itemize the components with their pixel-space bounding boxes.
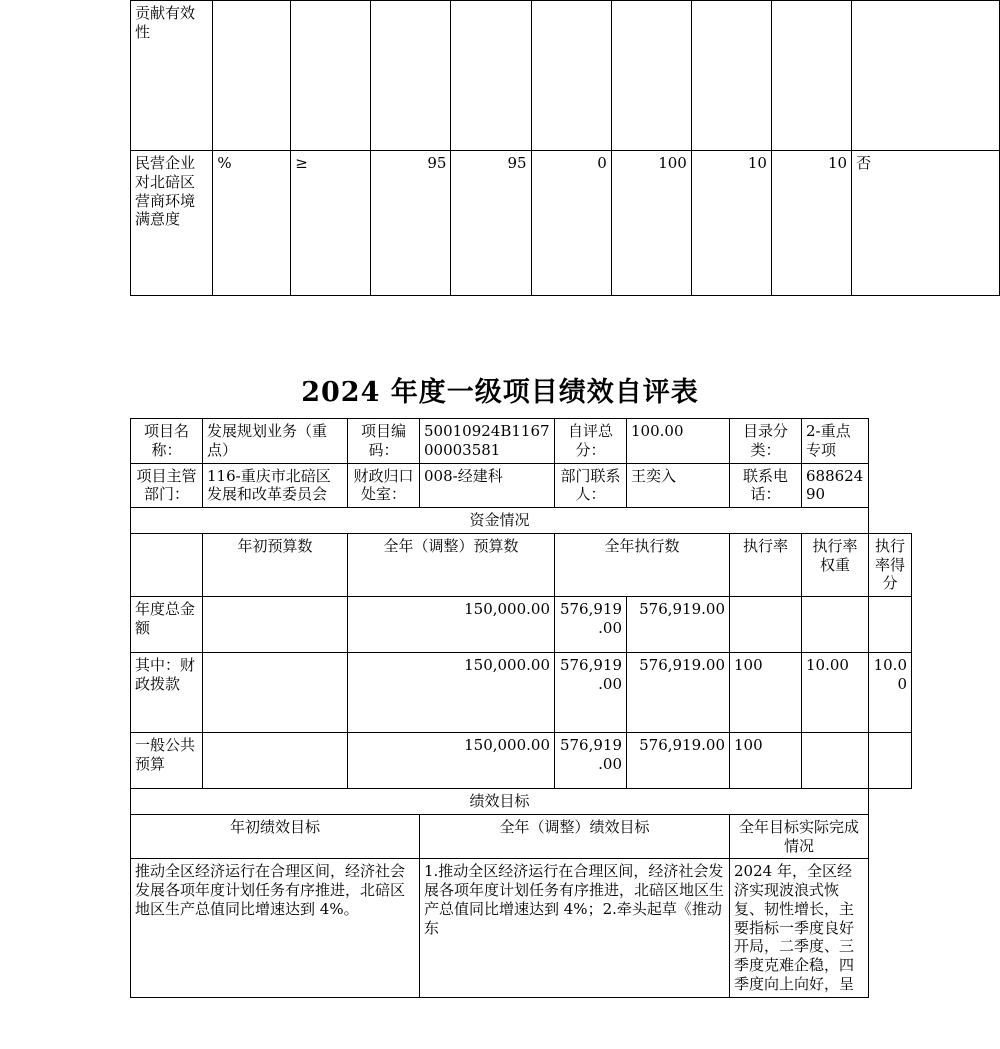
funds-row-executed: 576,919.00 [627, 653, 730, 733]
funds-row-score [869, 597, 912, 653]
funds-header-weight: 执行率权重 [802, 533, 869, 596]
indicator-name: 贡献有效性 [131, 1, 213, 151]
performance-initial-goal: 推动全区经济运行在合理区间，经济社会发展各项年度计划任务有序推进，北碚区地区生产总值同比增速达到 4%。 [131, 859, 420, 997]
funds-row-score: 10.00 [869, 653, 912, 733]
funds-header-initial-budget: 年初预算数 [203, 533, 348, 596]
indicator-score-base [611, 1, 691, 151]
funds-row-executed: 576,919.00 [627, 597, 730, 653]
funds-row-blank [203, 597, 348, 653]
funds-header-score: 执行率得分 [869, 533, 912, 596]
indicator-flag [852, 1, 1000, 151]
finance-office-value: 008-经建科 [420, 463, 555, 508]
funds-row-general-public [131, 733, 912, 789]
funds-row-weight [802, 597, 869, 653]
project-code-label: 项目编码： [348, 419, 420, 464]
performance-header-row [131, 814, 912, 859]
performance-section-title-row [131, 789, 912, 815]
funds-row-initial-budget: 150,000.00 [348, 653, 555, 733]
indicator-name: 民营企业对北碚区营商环境满意度 [131, 151, 213, 296]
funds-row-adjusted-budget: 576,919.00 [555, 733, 627, 789]
phone-label: 联系电话： [730, 463, 802, 508]
funds-row-rate: 100 [730, 653, 802, 733]
page-title: 2024 年度一级项目绩效自评表 [301, 377, 699, 408]
project-name-label: 项目名称： [131, 419, 203, 464]
funds-row-initial-budget: 150,000.00 [348, 597, 555, 653]
funds-header-blank-1 [131, 533, 203, 596]
finance-office-label: 财政归口处室： [348, 463, 420, 508]
funds-header-rate: 执行率 [730, 533, 802, 596]
funds-row-initial-budget: 150,000.00 [348, 733, 555, 789]
funds-row-weight [802, 733, 869, 789]
info-row-1 [131, 419, 912, 464]
funds-row-score [869, 733, 912, 789]
funds-header-executed: 全年执行数 [555, 533, 730, 596]
project-code-value: 50010924B116700003581 [420, 419, 555, 464]
project-self-evaluation-table [130, 418, 912, 998]
funds-row-rate: 100 [730, 733, 802, 789]
funds-row-executed: 576,919.00 [627, 733, 730, 789]
indicator-actual: 95 [451, 151, 531, 296]
funds-section-title: 资金情况 [131, 508, 869, 534]
funds-row-rate [730, 597, 802, 653]
funds-row-label: 年度总金额 [131, 597, 203, 653]
catalog-label: 目录分类： [730, 419, 802, 464]
dept-value: 116-重庆市北碚区发展和改革委员会 [203, 463, 348, 508]
performance-content-row [131, 859, 912, 997]
funds-row-fiscal [131, 653, 912, 733]
indicator-weight: 10 [691, 151, 771, 296]
indicator-score-base: 100 [611, 151, 691, 296]
phone-value: 68862490 [802, 463, 869, 508]
performance-actual-completion: 2024 年，全区经济实现波浪式恢复、韧性增长，主要指标一季度良好开局，二季度、三季度克难企稳，四季度向上向好，呈 [730, 859, 869, 997]
performance-header-adjusted-goal: 全年（调整）绩效目标 [420, 814, 730, 859]
funds-row-adjusted-budget: 576,919.00 [555, 653, 627, 733]
performance-header-actual-completion: 全年目标实际完成情况 [730, 814, 869, 859]
self-score-value: 100.00 [627, 419, 730, 464]
funds-row-weight: 10.00 [802, 653, 869, 733]
indicator-actual [451, 1, 531, 151]
funds-header-row [131, 533, 912, 596]
table-row [131, 1, 1000, 151]
info-row-2 [131, 463, 912, 508]
indicator-deviation: 0 [531, 151, 611, 296]
indicator-symbol: ≥ [291, 151, 371, 296]
funds-row-blank [203, 733, 348, 789]
dept-label: 项目主管部门： [131, 463, 203, 508]
indicator-target: 95 [371, 151, 451, 296]
indicator-deviation [531, 1, 611, 151]
performance-header-initial-goal: 年初绩效目标 [131, 814, 420, 859]
funds-row-label: 其中：财政拨款 [131, 653, 203, 733]
indicator-target [371, 1, 451, 151]
funds-row-adjusted-budget: 576,919.00 [555, 597, 627, 653]
table-row [131, 151, 1000, 296]
indicator-score: 10 [771, 151, 851, 296]
contact-value: 王奕入 [627, 463, 730, 508]
funds-row-blank [203, 653, 348, 733]
indicator-score [771, 1, 851, 151]
performance-adjusted-goal: 1.推动全区经济运行在合理区间，经济社会发展各项年度计划任务有序推进，北碚区地区生产总值同比增速达到 4%；2.牵头起草《推动东 [420, 859, 730, 997]
funds-header-adjusted-budget: 全年（调整）预算数 [348, 533, 555, 596]
funds-row-label: 一般公共预算 [131, 733, 203, 789]
indicator-symbol [291, 1, 371, 151]
project-name-value: 发展规划业务（重点） [203, 419, 348, 464]
performance-section-title: 绩效目标 [131, 789, 869, 815]
indicator-weight [691, 1, 771, 151]
self-score-label: 自评总分： [555, 419, 627, 464]
catalog-value: 2-重点专项 [802, 419, 869, 464]
contact-label: 部门联系人： [555, 463, 627, 508]
continued-indicator-table [130, 0, 1000, 296]
indicator-flag: 否 [852, 151, 1000, 296]
funds-section-title-row [131, 508, 912, 534]
funds-row-total [131, 597, 912, 653]
indicator-unit [213, 1, 291, 151]
indicator-unit: % [213, 151, 291, 296]
